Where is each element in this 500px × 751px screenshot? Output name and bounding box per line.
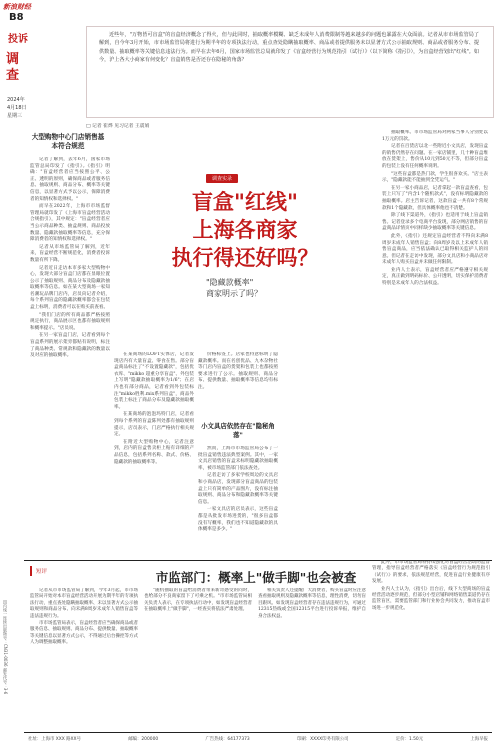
col1-para: 而早在2022年，上海市市场监督管理局就印发了《上海市盲盒经营活动合规指引》，其中规定："盲盒经营者应当公示商品种类、抽盒规则、商品投放数量、隐藏款抽取概率等信息，充分保障消费者的知情权和选择权。" (30, 204, 110, 243)
bottom-para: 业内人士认为，《指引》出台后，线下大型商场的盲盒经营活动逐步规范，但部分小型店铺和网络销售渠道仍存在监管盲区，需要监管部门和行业协会共同发力，推动盲盒市场进一步规范化。 (372, 586, 490, 611)
col2-body (114, 352, 194, 552)
side-strip (2, 600, 10, 730)
feature-title-line1: 盲盒"红线" (192, 190, 298, 214)
col1-para: 记者了解到，去年6月，国家市场监管总局印发了《指引》。《指引》明确："盲盒经营者应当按照公平、公正、透明的原则，确保商品或者服务信息、抽取规则、商品分布、概率等关键信息，以显著方式予以公示，保障消费者的知情权和选择权。" (30, 157, 110, 202)
bottom-para: 记者从市市场监管局了解到，今年3月起，市市场监管局开始对本市盲盒经营活动开展为期半年的专项执法行动，重点查处隐瞒抽取概率、未以显著方式公示抽取规则和商品分布、向未满8周岁未成年人销售盲盒等违法违规行为。 (30, 588, 138, 619)
feature-subtitle-line1: "隐藏款概率" (206, 278, 254, 287)
bottom-title: 市监部门：概率上"做手脚"也会被查 (155, 570, 357, 585)
col2-para: 在某商场的LOFT实体店，记者发现店内有大量盲盒、零食在售。部分盲盒商品标注了"不设置隐藏款"，包括优衣库、"mikko 超重分享盲盒"、外包装上写明"隐藏款抽取概率为1/6"；在店内也有部分商品，记者看到外包装标注"mikko胜利.mix系列盲盒"，商品外包装上标注了商品分布及隐藏款抽取概率。 (114, 352, 194, 410)
page-number: B8 (9, 12, 24, 23)
col2-para: 在某商场的泡泡玛特门店，记者看到每个系列的盲盒陈列处都有抽取规则提示，店员表示，门店严格执行相关规定。 (114, 412, 194, 438)
col3-para: 一家文具店的店员表示，这些盲盒都是从批发市场进货的，"很多盲盒都没有写概率，我们也不知道隐藏款的具体概率是多少。" (198, 507, 278, 533)
col3-para: 然而，上海市市场监管局公布了一批盲盒销售违法典型案例。其中，一家文具店销售的盲盒未标明隐藏款抽取概率，被市场监管部门依法查处。 (198, 446, 278, 471)
col3-body-top (198, 352, 278, 416)
col1-para: "我们门店的所有商品都严格按照规定执行，商品展示区也都有抽取规则和概率提示。"店员说。 (30, 312, 110, 331)
col4-para: "这些盲盒都是热门款，学生很喜欢买。"店主表示，"隐藏款能不能抽到全凭运气。" (382, 171, 488, 184)
col3-para: 记者走访了多家学校周边的文具店和小商品店，发现部分盲盒商品的包装盒上只有简单的产品图片，没有标注抽取规则、商品分布和隐藏款概率等关键信息。 (198, 473, 278, 505)
col1-para: 在另一家盲盒门店，记者看到每个盲盒系列的展示架旁都贴有说明，标注了商品种类、常规款和隐藏款的数量以及对应的抽取概率。 (30, 333, 110, 359)
footer-address: 社址：上海市 XXX 路XX号 (28, 737, 81, 742)
footer-price: 定价：1.50元 (395, 737, 424, 742)
col4-para: 此外，《指引》还规定盲盒经营者不得向未满8周岁未成年人销售盲盒；向8周岁及以上未成年人销售盲盒商品，应当依法确认已取得相关监护人的同意。但记者在走访中发现，部分文具店和小商品店对未成年人购买盲盒并未做任何限制。 (382, 233, 488, 266)
bottom-para: 此外，市市场监管局将持续强化对盲盒经营活动的监督管理，指导盲盒经营者严格落实《盲盒经营行为规范指引（试行）》的要求，依法规范经营，促进盲盒行业健康有序发展。 (372, 560, 490, 585)
col3-para: 价格标签上。店家也特意标明了隐藏款概率。而在名创优品、九木杂物社等门店内盲盒的货架和包装上也都按照要求进行了公示。抽取规则、商品分布、提供数量、抽取概率等信息均有标注。 (198, 352, 278, 390)
lead-text: 近些年，"万物皆可盲盒"的盲盒经济概念了得火，但与此同时，抽取概率模糊、缺乏未成年人消费限制等越来越多的问题也暴露在大众面前。记者从市市场监管局了解到，自今年3月开始，市市场监管局将进行为期半年的专项执法行动，重点查处隐瞒抽取概率、商品或者提供服务未以显著方式公示抽取规则、商品或者服务分布、提供数量、抽取概率等关键信息违法行为。而早在去年6月，国家市场监管总局就印发了《盲盒经营行为规范指引（试行）》（以下简称《指引》），为盲盒经营划出"红线"。如今，沪上各大小商家有何变化？盲盒销售是否还存在隐秘的角落？ (99, 32, 479, 64)
footer (28, 736, 488, 742)
footer-postcode: 邮编：200000 (128, 737, 159, 742)
col4-para: 抽取概率。市市场监管局对两家当事人分别处以1万元的罚款。 (382, 130, 488, 142)
col3-heading: 小文具店依然存在"隐秘角落" (201, 422, 275, 439)
bottom-para: 市市场监管局表示，盲盒经营者应当确保商品或者服务信息、抽取规则、商品分布、提供数量、抽取概率等关键信息以显著方式公示，不得通过后台操控等方式人为调整抽取概率。 (30, 621, 138, 646)
lead-box (86, 26, 494, 118)
bottom-tag: 短评 (30, 566, 51, 576)
col2-para: 在附近大型购物中心，记者注意到，店内的盲盒售卖柜上贴有详细的产品信息，包括系列名称、款式、价格、隐藏款的抽取概率等。 (114, 439, 194, 465)
col4-para: 在另一家小商品店，记者拿起一款盲盒查看，包装上只写了"内含1个随机款式"，没有标明隐藏款的抽取概率。店主告诉记者，这款盲盒一共有8个常规款和1个隐藏款，但具体概率他也不清楚。 (382, 185, 488, 211)
issue-date: 4月18日 (7, 105, 27, 111)
footer-ad-hotline: 广告热线：64177373 (205, 737, 250, 742)
col1-heading: 大型购物中心门店销售基本符合规范 (31, 133, 105, 150)
col1-para: 记者从市场监管局了解到，近年来，盲盒经营不断规范化，消费者投诉数量有所下降。 (30, 244, 110, 263)
byline: □ 记者 崔烨 见习记者 王震娟 (86, 124, 150, 129)
feature-tag: 调查实录 (206, 174, 238, 183)
col4-body (382, 130, 488, 554)
side-strip-text: 国内统一连续出版物号：CN31-0036 邮发代号：3-6 (3, 600, 8, 695)
footer-paper-name: 上海早报 (470, 737, 488, 742)
issue-year: 2024年 (7, 97, 25, 103)
col1-body (30, 157, 110, 555)
issue-weekday: 星期三 (7, 113, 23, 119)
bottom-col4 (372, 560, 490, 726)
footer-printer: 印刷：XXXX印务有限公司 (296, 737, 349, 742)
bottom-col2 (144, 588, 252, 726)
col4-para: 记者在百货店以北一些附近小文具店，发现盲盒的销售仍然存在问题。在一家店铺里，几十种盲盒堆放在货架上，售价从10元到50元不等，但部分盲盒的包装上没有任何概率说明。 (382, 144, 488, 169)
col4-para: 除了线下渠道外，《指引》也适用于线上盲盒销售。记者登录多个电商平台发现，部分网店销售的盲盒商品详情页中同样缺少抽取概率等关键信息。 (382, 213, 488, 232)
feature-subtitle-line2: 商家明示了吗？ (206, 289, 262, 298)
col4-para: 业内人士表示，盲盒经营者应严格遵守相关规定，真正做到明码标价、公开透明，切实保护消费者特别是未成年人的合法权益。 (382, 267, 488, 287)
feature-title-line3: 执行得还好吗？ (171, 246, 319, 270)
footer-rule (24, 732, 492, 733)
section-small-label: 投诉 (8, 34, 28, 45)
feature-title-line2: 上海各商家 (192, 218, 298, 242)
feature-title-block (114, 130, 376, 352)
site-logo: 新浪财经 (3, 3, 31, 11)
col3-body (198, 446, 278, 554)
bottom-para: "随机抽取的盲盒给消费者带来新奇感受的同时，也给部分不良商家留下了可乘之机。"市市场监管局相关负责人表示，在专项执法行动中，如发现盲盒经营者在抽取概率上"做手脚"，一经查实将依法严肃处理。 (144, 588, 252, 613)
section-big-label: 调查 (6, 52, 20, 83)
bottom-col1 (30, 588, 138, 726)
col1-para: 记者近日走访本市多家大型购物中心，发现大部分盲盒门店都在显眼位置公示了抽取规则、商品分布及隐藏款抽取概率等信息。如在某大型商场一家知名潮玩品牌门店内，店员向记者介绍，每个系列盲盒的隐藏款概率都会在包装盒上标明，消费者可以在购买前查看。 (30, 265, 110, 311)
bottom-para: 相关负责人还提醒广大消费者，购买盲盒时应注意查看抽取规则及隐藏款概率等信息，理性消费，切勿盲目跟风。如发现盲盒经营者存在违法违规行为，可通过12315热线或全国12315平台进行投诉举报，维护自身合法权益。 (258, 588, 366, 619)
bottom-col3 (258, 588, 366, 726)
